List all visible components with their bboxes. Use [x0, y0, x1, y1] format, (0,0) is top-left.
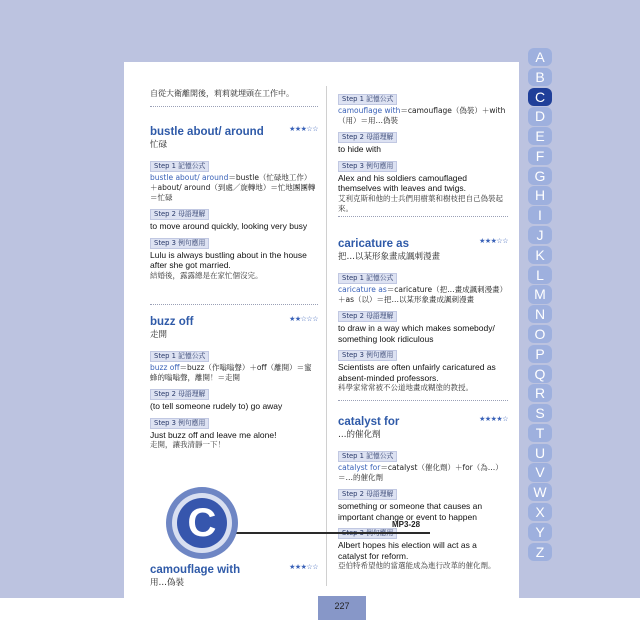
- section-letter: C: [177, 498, 227, 548]
- separator: [150, 304, 318, 305]
- step2-label: Step 2 母語理解: [338, 311, 397, 322]
- alphabet-tab-s[interactable]: S: [528, 404, 552, 422]
- entry-camouflage-with: [150, 560, 318, 593]
- step3-example: Just buzz off and leave me alone!: [150, 429, 277, 440]
- step3-example: Scientists are often unfairly caricatured as absent-minded professors.: [338, 362, 496, 383]
- formula-term: buzz off: [150, 363, 180, 372]
- step3-label: Step 3 例句應用: [338, 350, 397, 361]
- audio-track-label: MP3-28: [392, 520, 421, 529]
- entry-buzz-off: [150, 312, 318, 451]
- step2-definition: (to tell someone rudely to) go away: [150, 401, 283, 411]
- rating-stars: ★★☆☆☆: [289, 316, 318, 323]
- formula-term: caricature as: [338, 285, 387, 294]
- entry-meaning: 用…偽裝: [150, 578, 185, 588]
- entry-title-row: [150, 122, 318, 136]
- step3-translation: 艾利克斯和他的士兵們用樹葉和樹枝把自己偽裝起來。: [338, 193, 503, 213]
- alphabet-tab-n[interactable]: N: [528, 305, 552, 323]
- rating-stars: ★★★☆☆: [289, 126, 318, 133]
- step3-translation: 科學家常常被不公道地畫成糊塗的教授。: [338, 383, 473, 392]
- alphabet-tab-c[interactable]: C: [528, 88, 552, 106]
- step3-example: Alex and his soldiers camouflaged themselves with leaves and twigs.: [338, 172, 467, 193]
- step2-definition: to draw in a way which makes somebody/ something look ridiculous: [338, 323, 495, 344]
- step1-label: Step 1 記憶公式: [150, 351, 209, 362]
- step1-formula: [338, 285, 508, 305]
- step3-label: Step 3 例句應用: [150, 238, 209, 249]
- step1-label: Step 1 記憶公式: [338, 451, 397, 462]
- entry-title-row: [150, 312, 318, 326]
- step1-label: Step 1 記憶公式: [150, 161, 209, 172]
- entry-meaning: 走開: [150, 330, 168, 340]
- alphabet-tab-z[interactable]: Z: [528, 543, 552, 561]
- alphabet-tab-p[interactable]: P: [528, 345, 552, 363]
- step2-definition: to move around quickly, looking very busy: [150, 221, 308, 231]
- formula-body: ＝caricature（把…畫成諷刺漫畫）＋as（以）＝把…以某形象畫成諷刺漫畫: [338, 285, 508, 304]
- entry-term: camouflage with: [150, 564, 241, 576]
- step2-definition: something or someone that causes an important change or event to happen: [338, 501, 483, 522]
- entry-title-row: [338, 234, 508, 248]
- intro-line: 自從大衛離開後，莉莉就埋頭在工作中。: [150, 89, 294, 98]
- step3-translation: 走開，讓我清靜一下！: [150, 440, 225, 449]
- entry-title-row: [338, 412, 508, 426]
- alphabet-tab-m[interactable]: M: [528, 285, 552, 303]
- step3-translation: 亞伯特希望他的當選能成為進行改革的催化劑。: [338, 561, 496, 570]
- step3-label: Step 3 例句應用: [338, 161, 397, 172]
- book-page: [124, 62, 519, 598]
- step3-translation: 結婚後，露露總是在家忙個沒完。: [150, 270, 263, 280]
- separator: [338, 216, 508, 217]
- entry-term: bustle about/ around: [150, 126, 264, 138]
- alphabet-tab-b[interactable]: B: [528, 68, 552, 86]
- alphabet-tab-v[interactable]: V: [528, 463, 552, 481]
- alphabet-tab-k[interactable]: K: [528, 246, 552, 264]
- step1-formula: [338, 106, 508, 126]
- alphabet-index: [528, 48, 552, 562]
- alphabet-tab-x[interactable]: X: [528, 503, 552, 521]
- entry-meaning: 把…以某形象畫成諷刺漫畫: [338, 252, 441, 262]
- formula-body: ＝buzz（作嗡嗡聲）＋off（離開）＝蜜蜂的嗡嗡聲，離開！＝走開: [150, 363, 312, 382]
- section-letter-badge: [166, 487, 238, 559]
- step1-label: Step 1 記憶公式: [338, 273, 397, 284]
- formula-body: ＝camouflage（偽裝）＋with（用）＝用…偽裝: [338, 106, 506, 125]
- alphabet-tab-f[interactable]: F: [528, 147, 552, 165]
- alphabet-tab-t[interactable]: T: [528, 424, 552, 442]
- step2-definition: to hide with: [338, 144, 381, 154]
- alphabet-tab-o[interactable]: O: [528, 325, 552, 343]
- step3-example: Lulu is always bustling about in the house after she got married.: [150, 249, 307, 270]
- section-rule: [236, 532, 430, 534]
- formula-body: ＝catalyst（催化劑）＋for（為…）＝…的催化劑: [338, 463, 503, 482]
- entry-term: buzz off: [150, 316, 194, 328]
- alphabet-tab-h[interactable]: H: [528, 186, 552, 204]
- formula-body: ＝bustle（忙碌地工作）＋about/ around（到處／旋轉地）＝忙地團團轉＝忙碌: [150, 173, 316, 202]
- formula-term: bustle about/ around: [150, 173, 229, 182]
- step2-label: Step 2 母語理解: [338, 489, 397, 500]
- entry-term: catalyst for: [338, 416, 400, 428]
- alphabet-tab-g[interactable]: G: [528, 167, 552, 185]
- column-divider: [326, 86, 327, 586]
- step3-label: Step 3 例句應用: [150, 418, 209, 429]
- separator: [150, 106, 318, 107]
- alphabet-tab-r[interactable]: R: [528, 384, 552, 402]
- formula-term: camouflage with: [338, 106, 401, 115]
- rating-stars: ★★★☆☆: [479, 238, 508, 245]
- alphabet-tab-y[interactable]: Y: [528, 523, 552, 541]
- alphabet-tab-j[interactable]: J: [528, 226, 552, 244]
- rating-stars: ★★★☆☆: [289, 564, 318, 571]
- entry-meaning: 忙碌: [150, 140, 168, 150]
- formula-term: catalyst for: [338, 463, 381, 472]
- entry-catalyst-for: [338, 412, 508, 572]
- step1-formula: [150, 173, 318, 203]
- step2-label: Step 2 母語理解: [338, 132, 397, 143]
- alphabet-tab-d[interactable]: D: [528, 107, 552, 125]
- alphabet-tab-l[interactable]: L: [528, 266, 552, 284]
- step1-label: Step 1 記憶公式: [338, 94, 397, 105]
- entry-meaning: …的催化劑: [338, 430, 381, 440]
- alphabet-tab-u[interactable]: U: [528, 444, 552, 462]
- entry-bustle-about: [150, 122, 318, 281]
- rating-stars: ★★★★☆: [479, 416, 508, 423]
- step2-label: Step 2 母語理解: [150, 389, 209, 400]
- step1-formula: [338, 463, 508, 483]
- alphabet-tab-a[interactable]: A: [528, 48, 552, 66]
- alphabet-tab-e[interactable]: E: [528, 127, 552, 145]
- step2-label: Step 2 母語理解: [150, 209, 209, 220]
- entry-title-row: [150, 560, 318, 574]
- alphabet-tab-w[interactable]: W: [528, 483, 552, 501]
- step1-formula: [150, 363, 318, 383]
- separator: [338, 400, 508, 401]
- alphabet-tab-q[interactable]: Q: [528, 365, 552, 383]
- entry-term: caricature as: [338, 238, 409, 250]
- step3-example: Albert hopes his election will act as a catalyst for reform.: [338, 540, 477, 561]
- page-number-tab: [318, 596, 366, 620]
- alphabet-tab-i[interactable]: I: [528, 206, 552, 224]
- entry-camouflage-continued: [338, 88, 508, 215]
- entry-caricature-as: [338, 234, 508, 394]
- page-number: 227: [334, 601, 350, 611]
